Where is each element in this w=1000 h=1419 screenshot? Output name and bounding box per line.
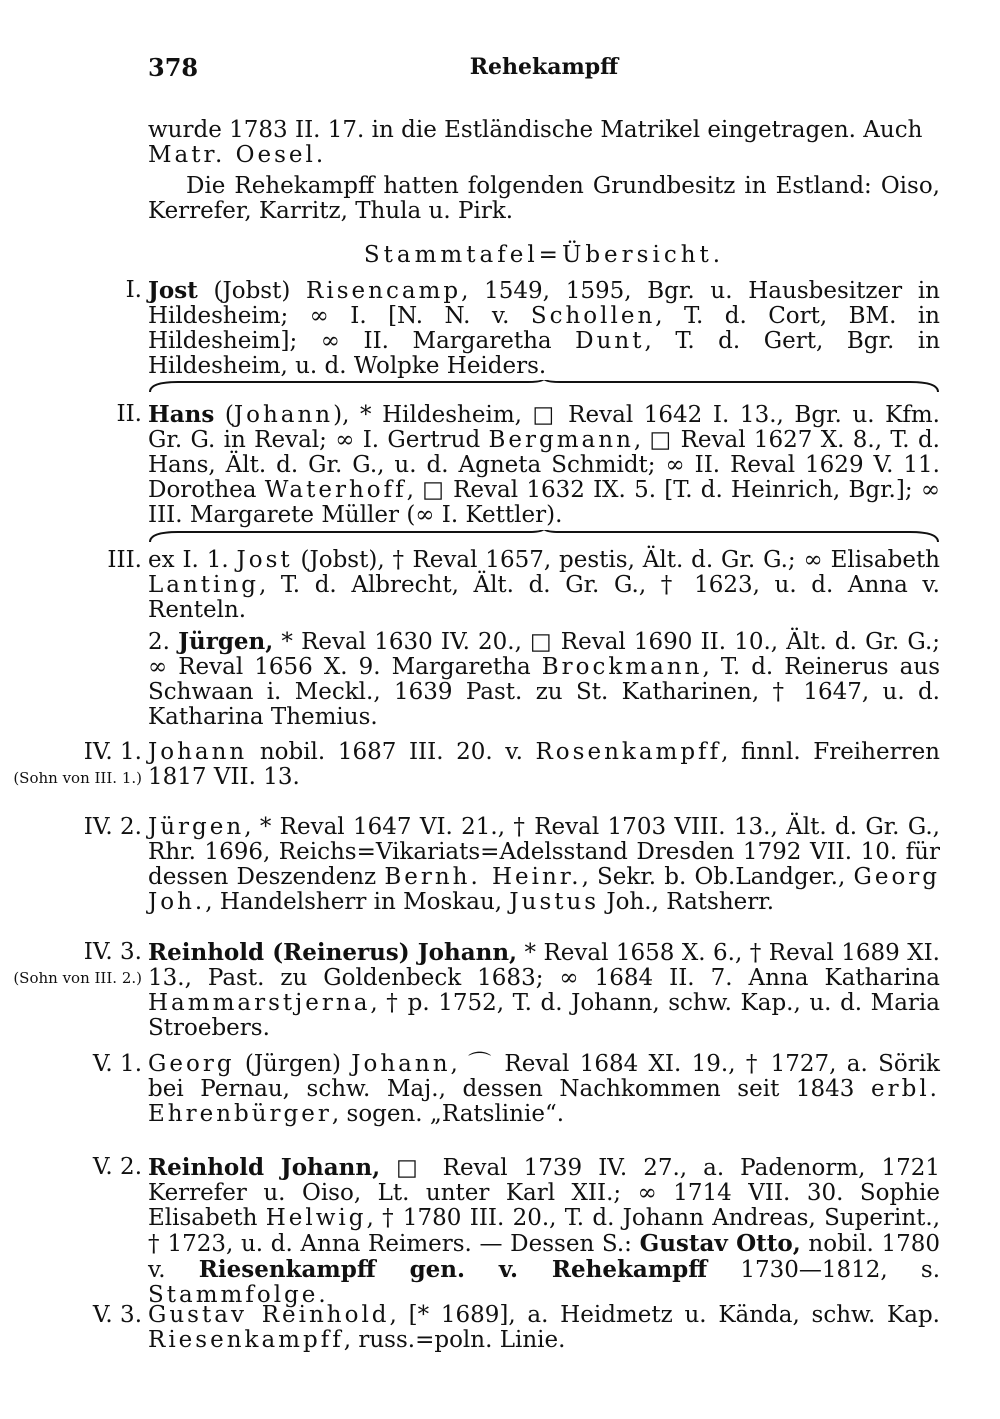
- entry-label: III.: [107, 547, 142, 573]
- intro-paragraph-1: wurde 1783 II. 17. in die Estländische Matrikel eingetragen. Auch Matr. Oesel.: [148, 117, 923, 168]
- entry-text: Hans (Johann), * Hildesheim, □ Reval 1642 I. 13., Bgr. u. Kfm. Gr. G. in Reval; ∞ I. Gertrud Bergmann, □ Reval 1627 X. 8., T. d. Hans, Ält. d. Gr. G., u. d. Agneta Schmidt; ∞ II. Reval 1629 V. 11. Dorothea Waterhoff, □ Reval 1632 IX. 5. [T. d. Heinrich, Bgr.]; ∞ III. Margarete Müller (∞ I. Kettler).: [148, 401, 940, 528]
- entry-label: II.: [116, 401, 142, 427]
- entry-label: IV. 2.: [83, 814, 142, 840]
- entry-text: Reinhold Johann, □ Reval 1739 IV. 27., a. Padenorm, 1721 Kerrefer u. Oiso, Lt. unter Karl XII.; ∞ 1714 VII. 30. Sophie Elisabeth Helwig, † 1780 III. 20., T. d. Johann Andreas, Superint., † 1723, u. d. Anna Reimers. — Dessen S.: Gustav Otto, nobil. 1780 v. Riesenkampff gen. v. Rehekampff 1730—1812, s. Stammfolge.: [148, 1154, 941, 1308]
- entry-sub-item: 2. Jürgen, * Reval 1630 IV. 20., □ Reval 1690 II. 10., Ält. d. Gr. G.; ∞ Reval 1656 X. 9. Margaretha Brockmann, T. d. Reinerus aus Schwaan i. Meckl., 1639 Past. zu St. Katharinen, † 1647, u. d. Katharina Themius.: [148, 628, 941, 730]
- entry-parent-note: (Sohn von III. 2.): [13, 969, 142, 987]
- entry-text: Johann nobil. 1687 III. 20. v. Rosenkampff, finnl. Freiherren 1817 VII. 13.: [148, 739, 940, 790]
- entry-generation-2: [116, 401, 940, 528]
- brace-divider: [148, 530, 940, 544]
- entry-generation-4-2: [83, 814, 941, 915]
- entry-generation-4-3: [13, 939, 940, 1041]
- running-title: Rehekampff: [469, 54, 619, 80]
- entry-text: Georg (Jürgen) Johann, ⌒ Reval 1684 XI. 19., † 1727, a. Sörik bei Pernau, schw. Maj., dessen Nachkommen seit 1843 erbl. Ehrenbürger, sogen. „Ratslinie“.: [148, 1051, 940, 1127]
- brace-divider: [148, 380, 940, 394]
- entry-text: Jürgen, * Reval 1647 VI. 21., † Reval 1703 VIII. 13., Ält. d. Gr. G., Rhr. 1696, Reichs=Vikariats=Adelsstand Dresden 1792 VII. 10. für dessen Deszendenz Bernh. Heinr., Sekr. b. Ob.Landger., Georg Joh., Handelsherr in Moskau, Justus Joh., Ratsherr.: [148, 814, 941, 915]
- intro-text: [148, 118, 940, 230]
- entry-label: V. 3.: [92, 1302, 142, 1328]
- entry-label: IV. 3.: [83, 939, 142, 965]
- entry-generation-4-1: [13, 739, 940, 790]
- entry-label: IV. 1.: [83, 739, 142, 765]
- entry-label: V. 1.: [92, 1051, 142, 1077]
- entry-generation-1: [125, 277, 941, 379]
- entry-text: Reinhold (Reinerus) Johann, * Reval 1658 X. 6., † Reval 1689 XI. 13., Past. zu Goldenbeck 1683; ∞ 1684 II. 7. Anna Katharina Hammarstjerna, † p. 1752, T. d. Johann, schw. Kap., u. d. Maria Stroebers.: [148, 939, 940, 1041]
- section-title: Stammtafel=Übersicht.: [363, 242, 725, 268]
- entry-generation-5-1: [92, 1051, 940, 1127]
- intro-paragraph-2: Die Rehekampff hatten folgenden Grundbesitz in Estland: Oiso, Kerrefer, Karritz, Thula u. Pirk.: [148, 173, 940, 224]
- entry-label: V. 2.: [92, 1154, 142, 1180]
- page-header: [148, 55, 940, 85]
- entry-text: Jost (Jobst) Risencamp, 1549, 1595, Bgr. u. Hausbesitzer in Hildesheim; ∞ I. [N. N. v. Schollen, T. d. Cort, BM. in Hildesheim]; ∞ II. Margaretha Dunt, T. d. Gert, Bgr. in Hildesheim, u. d. Wolpke Heiders.: [148, 277, 941, 379]
- page-number: 378: [148, 53, 199, 82]
- entry-text: Gustav Reinhold, [* 1689], a. Heidmetz u. Kända, schw. Kap. Riesenkampff, russ.=poln. Linie.: [148, 1302, 940, 1353]
- entry-generation-3: [107, 547, 941, 730]
- entry-label: I.: [125, 277, 142, 303]
- entry-generation-5-3: [92, 1302, 940, 1353]
- entry-parent-note: (Sohn von III. 1.): [13, 769, 142, 787]
- entry-text: ex I. 1. Jost (Jobst), † Reval 1657, pestis, Ält. d. Gr. G.; ∞ Elisabeth Lanting, T. d. Albrecht, Ält. d. Gr. G., † 1623, u. d. Anna v. Renteln.: [148, 547, 940, 623]
- entry-generation-5-2: [92, 1154, 941, 1308]
